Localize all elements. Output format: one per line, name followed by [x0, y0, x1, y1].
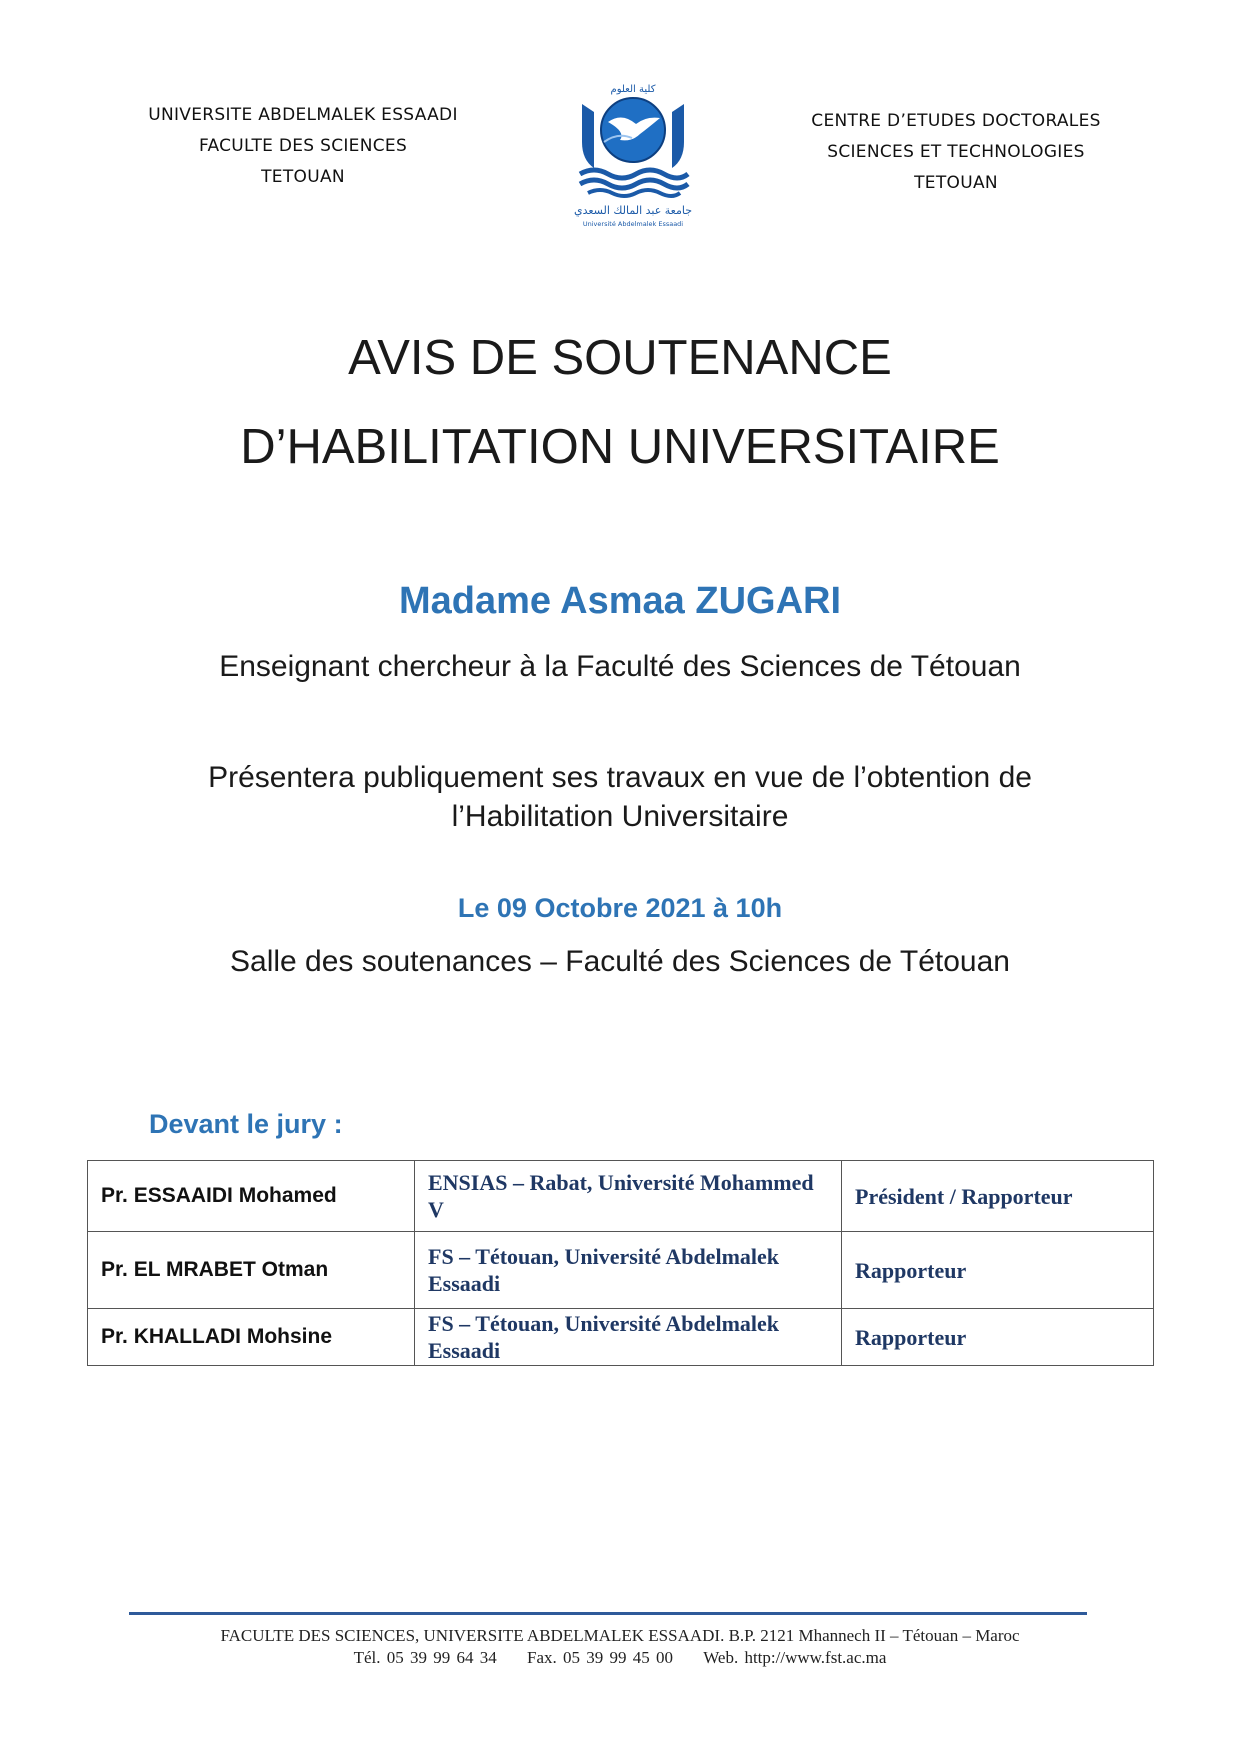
- jury-member-institution: ENSIAS – Rabat, Université Mohammed V: [415, 1161, 842, 1232]
- candidate-position: Enseignant chercheur à la Faculté des Sciences de Tétouan: [219, 650, 1021, 683]
- jury-table: [87, 1160, 1154, 1366]
- jury-member-role: Rapporteur: [842, 1232, 1154, 1309]
- header-right-doctoral-center: [786, 106, 1126, 199]
- footer-fax: Fax. 05 39 99 45 00: [526, 1648, 673, 1667]
- logo-arabic-bottom: جامعة عبد المالك السعدي: [574, 204, 692, 217]
- jury-heading: Devant le jury :: [149, 1109, 343, 1139]
- defense-date: Le 09 Octobre 2021 à 10h: [457, 893, 783, 923]
- logo-arabic-top: كلية العلوم: [610, 84, 656, 95]
- footer-divider: [129, 1612, 1087, 1615]
- jury-member-name: Pr. KHALLADI Mohsine: [88, 1309, 415, 1366]
- jury-member-name: Pr. EL MRABET Otman: [88, 1232, 415, 1309]
- footer-phone: Tél. 05 39 99 64 34: [353, 1648, 497, 1667]
- presentation-line2: l’Habilitation Universitaire: [451, 800, 789, 833]
- table-row: [88, 1309, 1154, 1366]
- jury-member-name: Pr. ESSAAIDI Mohamed: [88, 1161, 415, 1232]
- university-logo: [574, 82, 692, 230]
- page-title-line2: D’HABILITATION UNIVERSITAIRE: [240, 420, 1000, 474]
- header-left-university: UNIVERSITE ABDELMALEK ESSAADI: [148, 105, 458, 125]
- jury-member-role: Rapporteur: [842, 1309, 1154, 1366]
- presentation-text: [0, 758, 1240, 836]
- jury-member-role: Président / Rapporteur: [842, 1161, 1154, 1232]
- header-right-discipline: SCIENCES ET TECHNOLOGIES: [827, 142, 1085, 162]
- defense-location: Salle des soutenances – Faculté des Sciences de Tétouan: [230, 945, 1010, 978]
- logo-latin-name: Université Abdelmalek Essaadi: [582, 220, 684, 228]
- jury-member-institution: FS – Tétouan, Université Abdelmalek Essaadi: [415, 1309, 842, 1366]
- header-right-city: TETOUAN: [914, 173, 998, 193]
- header-left-institution: [118, 100, 488, 193]
- table-row: [88, 1232, 1154, 1309]
- table-row: [88, 1161, 1154, 1232]
- header-right-center: CENTRE D’ETUDES DOCTORALES: [811, 111, 1101, 131]
- presentation-line1: Présentera publiquement ses travaux en vue de l’obtention de: [208, 761, 1032, 794]
- footer-address: FACULTE DES SCIENCES, UNIVERSITE ABDELMALEK ESSAADI. B.P. 2121 Mhannech II – Tétouan – Maroc: [220, 1626, 1020, 1645]
- footer-website[interactable]: Web. http://www.fst.ac.ma: [703, 1648, 887, 1667]
- header-left-faculty: FACULTE DES SCIENCES: [198, 136, 408, 156]
- header-left-city: TETOUAN: [261, 167, 345, 187]
- candidate-name: Madame Asmaa ZUGARI: [398, 580, 842, 622]
- footer-contacts: [0, 1647, 1240, 1669]
- jury-member-institution: FS – Tétouan, Université Abdelmalek Essaadi: [415, 1232, 842, 1309]
- page-title-line1: AVIS DE SOUTENANCE: [348, 331, 892, 385]
